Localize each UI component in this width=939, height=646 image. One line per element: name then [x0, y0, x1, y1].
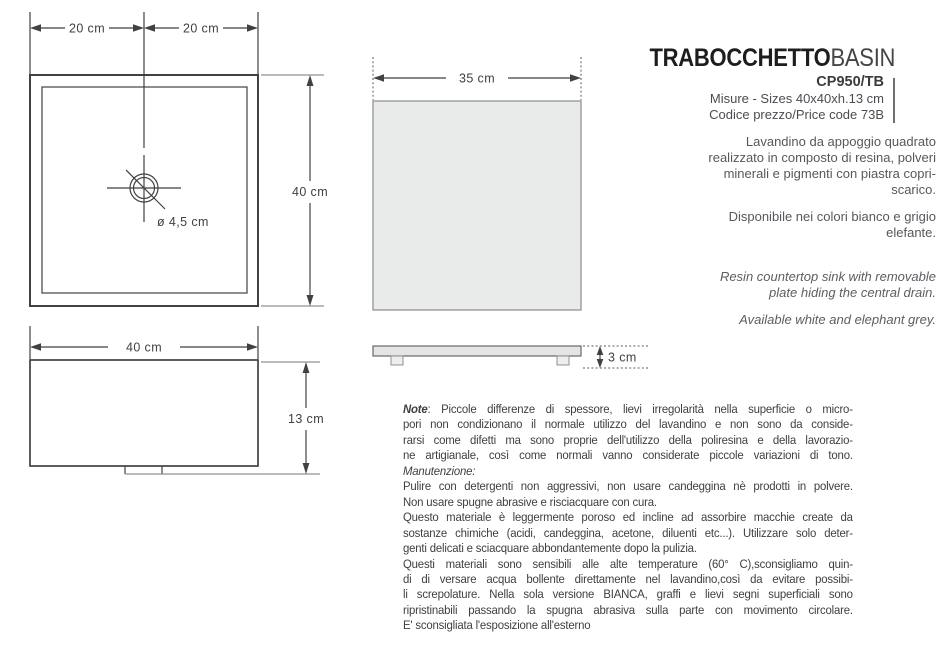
drain-outlet-tab — [125, 466, 162, 474]
cover-plate-top-drawing — [360, 40, 660, 330]
description-italian-2 — [729, 209, 936, 241]
plate-foot-left — [391, 356, 403, 365]
drain-symbol — [107, 155, 209, 229]
product-sizes: Misure - Sizes 40x40xh.13 cm — [709, 91, 884, 106]
note-line: di di versare acqua bollente direttamente nel lavandino,così da evitare possibi- — [403, 571, 853, 586]
plan-side-dimension — [261, 75, 328, 306]
description-line: Lavandino da appoggio quadrato — [745, 134, 936, 149]
note-label: Note — [403, 402, 428, 416]
front-height-dimension — [125, 362, 324, 474]
note-line: pori non condizionano il normale utilizzo del lavandino e non sono da conside- — [403, 417, 853, 432]
product-price-code: Codice prezzo/Price code 73B — [709, 106, 884, 122]
product-code: CP950/TB — [816, 74, 884, 90]
plan-view-drawing — [0, 0, 345, 320]
front-width-dimension — [30, 326, 258, 359]
note-block — [403, 402, 853, 634]
dim-label-20cm-right: 20 cm — [182, 21, 220, 36]
note-line: genti delicati e sciacquare abbondantemente dopo la pulizia. — [403, 541, 697, 556]
description-line: Resin countertop sink with removable — [719, 269, 936, 284]
description-line: minerali e pigmenti con piastra copri- — [723, 166, 936, 181]
dim-label-13cm-height: 13 cm — [287, 412, 325, 426]
dim-label-3cm: 3 cm — [608, 350, 637, 365]
description-english-2 — [739, 312, 936, 328]
cover-plate-side-drawing — [360, 330, 660, 385]
description-italian-1 — [708, 134, 936, 198]
note-line — [403, 402, 853, 417]
description-line: elefante. — [886, 225, 936, 240]
dim-label-20cm-left: 20 cm — [68, 21, 106, 36]
dim-label-40cm-side: 40 cm — [291, 185, 329, 199]
dim-label-35cm: 35 cm — [458, 71, 496, 86]
plate-side-profile — [373, 346, 581, 356]
front-view-drawing — [0, 320, 345, 490]
note-line: ripristinabili passando la spugna abrasiva sulla parte con movimento circolare. — [403, 602, 853, 617]
note-line-rest: : Piccole differenze di spessore, lievi irregolarità nella superficie o micro- — [427, 402, 853, 416]
description-line: plate hiding the central drain. — [769, 285, 936, 300]
product-title-light: BASIN — [830, 44, 895, 72]
cover-plate-face — [373, 101, 581, 310]
dim-label-40cm-width: 40 cm — [125, 340, 163, 355]
plan-top-dimension — [30, 12, 258, 148]
description-line: Available white and elephant grey. — [739, 312, 936, 327]
product-title — [649, 46, 895, 71]
note-line: Questi materiali sono sensibili alle alte temperature (60° C),sconsigliamo quin- — [403, 556, 853, 571]
description-english-1 — [720, 269, 936, 301]
note-line: rarsi come difetti ma sono proprie dell'utilizzo della poliresina e della lavorazio- — [403, 432, 853, 447]
note-line: Pulire con detergenti non aggressivi, non usare candeggina nè prodotti in polvere. — [403, 479, 853, 494]
note-line: Questo materiale è leggermente poroso ed incline ad assorbire macchie create da — [403, 510, 853, 525]
note-line: E' sconsigliata l'esposizione all'esterno — [403, 618, 591, 633]
note-line: li screpolature. Nella sola versione BIANCA, graffi e lievi segni superficiali sono — [403, 587, 853, 602]
product-title-bold: TRABOCCHETTO — [649, 44, 831, 72]
description-line: Disponibile nei colori bianco e grigio — [728, 209, 936, 224]
basin-front-profile — [30, 360, 258, 466]
note-maintenance-heading: Manutenzione: — [403, 463, 476, 478]
note-line: sostanze chimiche (acidi, candeggina, acetone, diluenti etc...). Utilizzare solo deter- — [403, 525, 853, 540]
note-line: Non usare spugne abrasive e risciacquare con cura. — [403, 494, 657, 509]
note-line: ne artigianale, così come normali vanno considerate piccole variazioni di tono. — [403, 448, 853, 463]
dim-label-drain-diameter: ø 4,5 cm — [157, 215, 209, 229]
header-divider — [893, 78, 895, 123]
plate-thickness-dimension — [583, 346, 650, 368]
plate-width-dimension — [373, 57, 581, 100]
plate-foot-right — [557, 356, 569, 365]
description-line: scarico. — [891, 182, 936, 197]
description-line: realizzato in composto di resina, polveri — [708, 150, 936, 165]
product-info-block — [709, 75, 884, 123]
